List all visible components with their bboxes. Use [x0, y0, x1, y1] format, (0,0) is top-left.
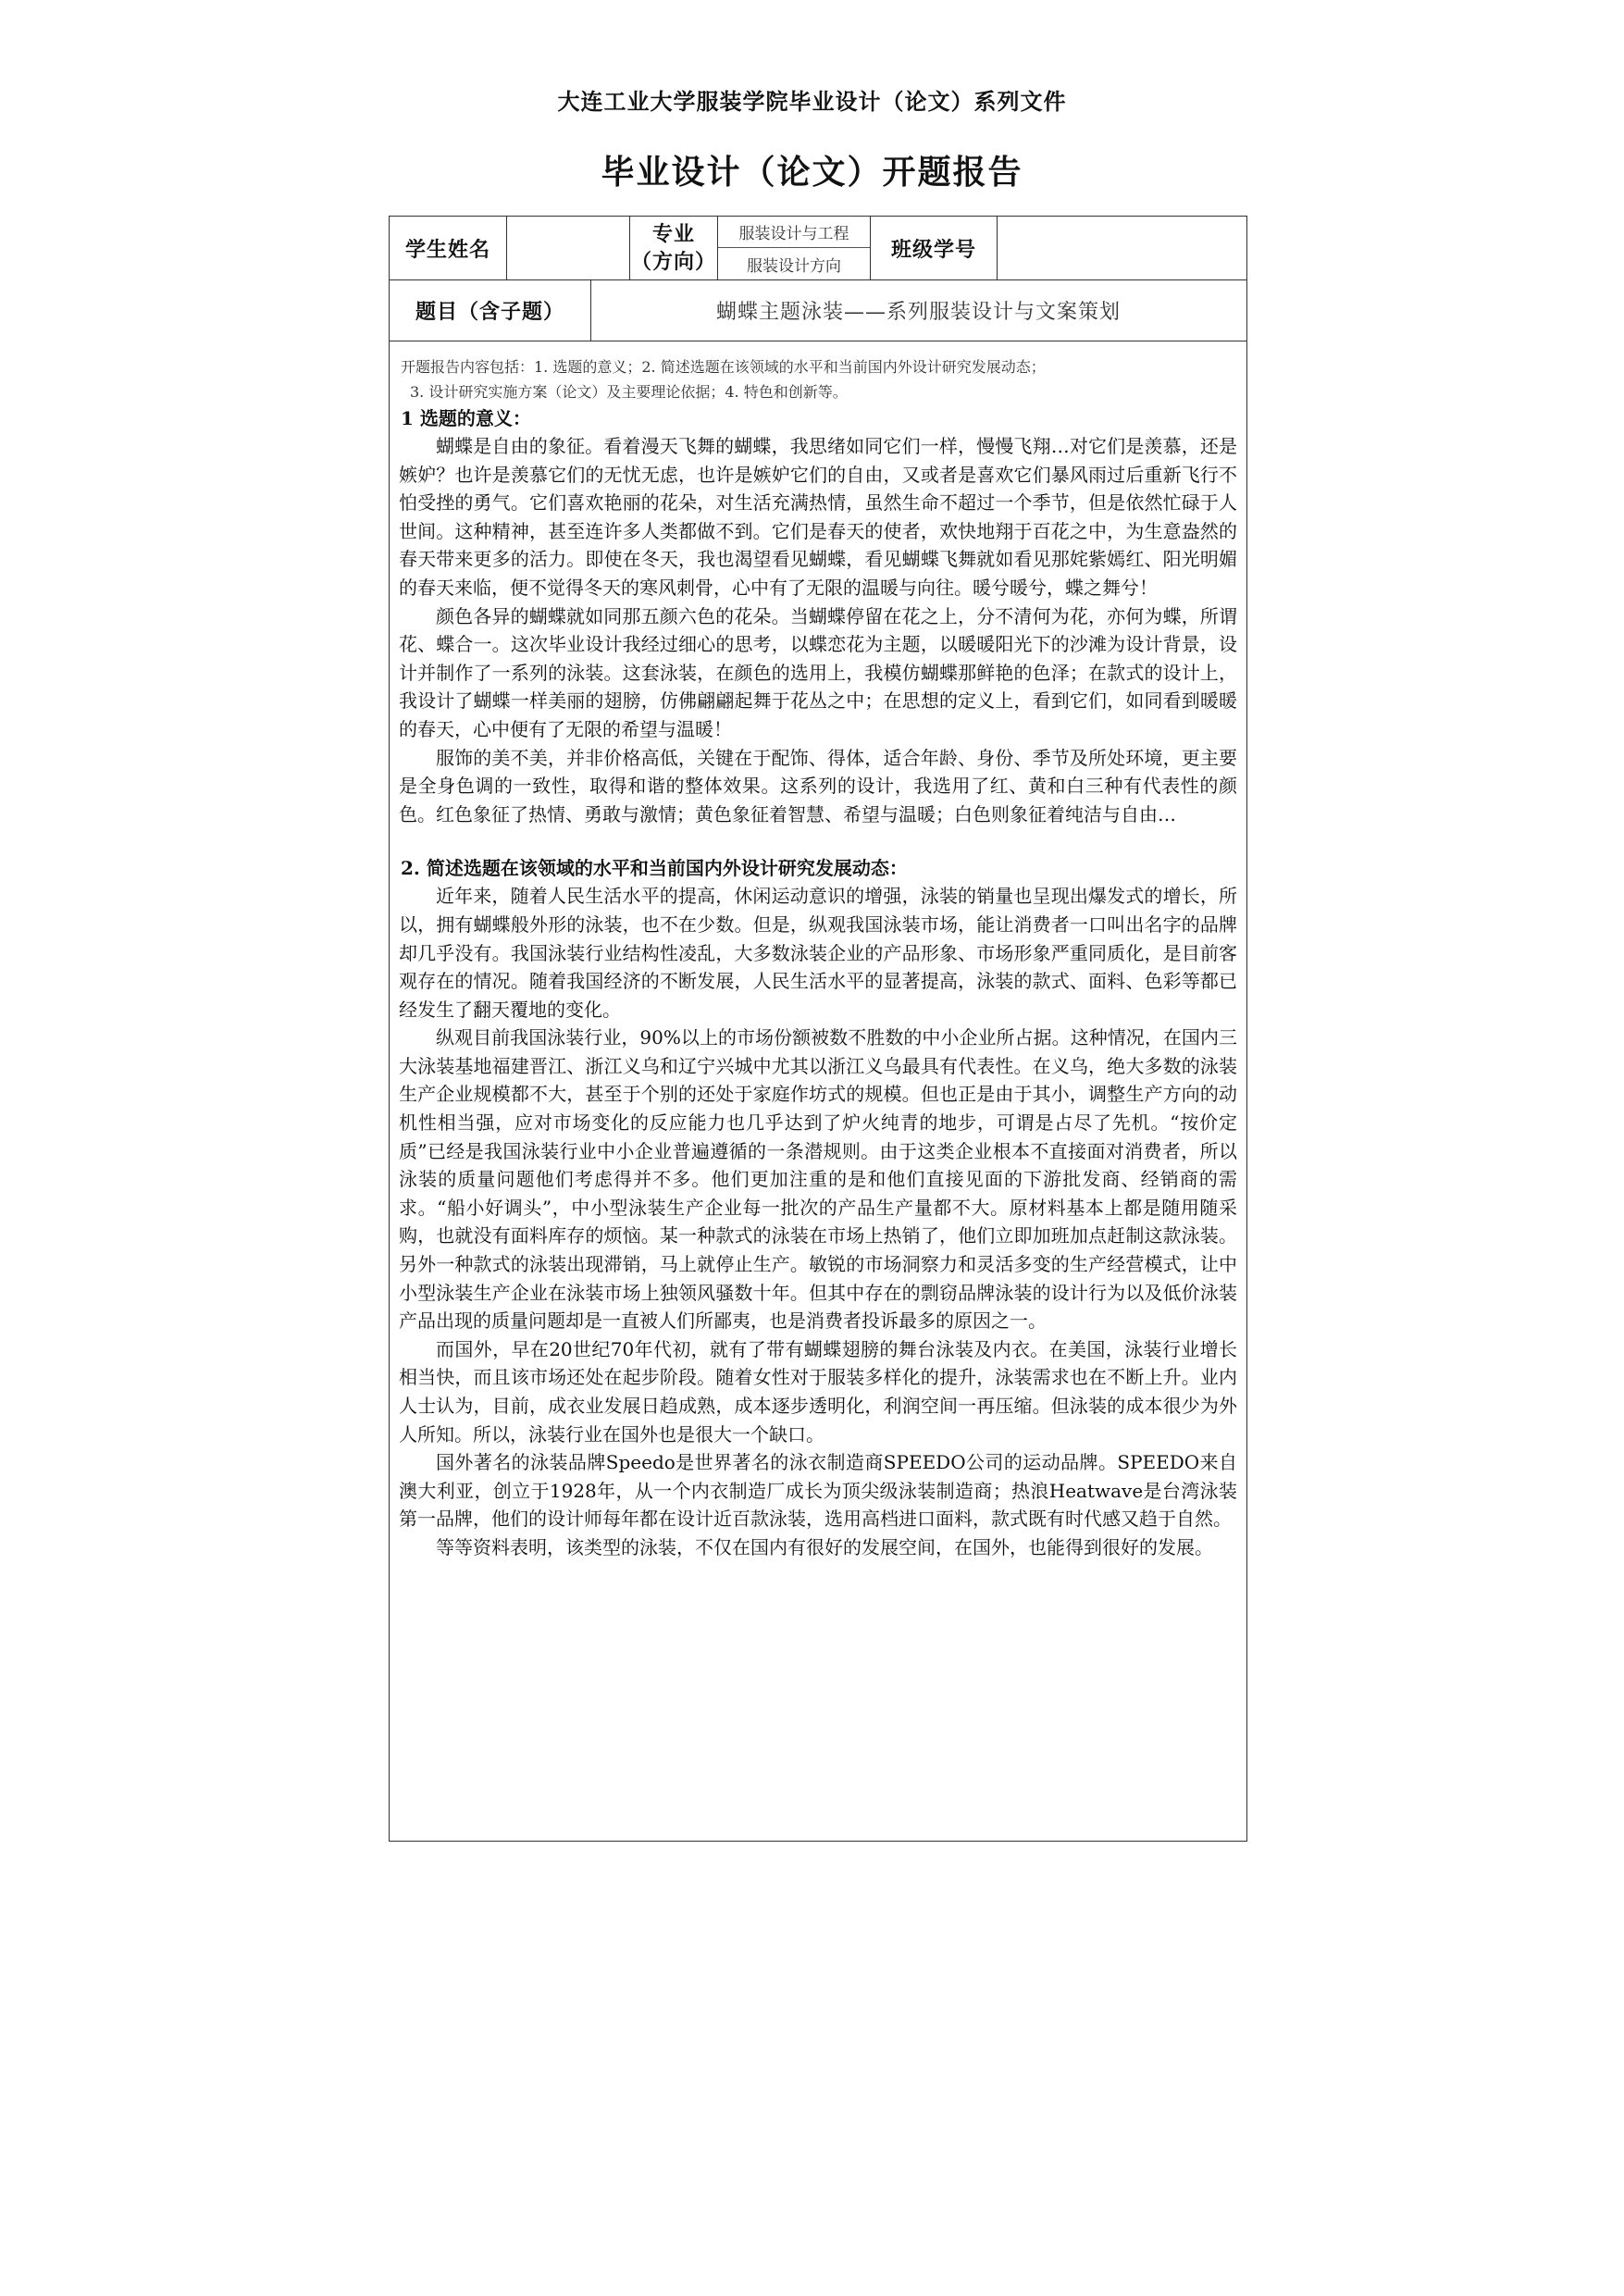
section-2-paragraph: 近年来，随着人民生活水平的提高，休闲运动意识的增强，泳装的销量也呈现出爆发式的增长，所以，拥有蝴蝶般外形的泳装，也不在少数。但是，纵观我国泳装市场，能让消费者一口叫出名字的品牌却几乎没有。我国泳装行业结构性凌乱，大多数泳装企业的产品形象、市场形象严重同质化，是目前客观存在的情况。随着我国经济的不断发展，人民生活水平的显著提高，泳装的款式、面料、色彩等都已经发生了翻天覆地的变化。	[399, 885, 1237, 1021]
topic-row	[390, 280, 1246, 341]
major-label-line1: 专业	[651, 222, 695, 246]
topic-value: 蝴蝶主题泳装——系列服装设计与文案策划	[715, 301, 1121, 324]
section-1-title: 1 选题的意义：	[401, 407, 531, 429]
major-values	[718, 217, 871, 279]
report-form	[389, 216, 1247, 1842]
section-2-paragraph: 等等资料表明，该类型的泳装，不仅在国内有很好的发展空间，在国外，也能得到很好的发展。	[436, 1535, 1213, 1558]
section-1-paragraph: 蝴蝶是自由的象征。看着漫天飞舞的蝴蝶，我思绪如同它们一样，慢慢飞翔…对它们是羡慕，还是嫉妒？也许是羡慕它们的无忧无虑，也许是嫉妒它们的自由，又或者是喜欢它们暴风雨过后重新飞行不怕受挫的勇气。它们喜欢艳丽的花朵，对生活充满热情，虽然生命不超过一个季节，但是依然忙碌于人世间。这种精神，甚至连许多人类都做不到。它们是春天的使者，欢快地翔于百花之中，为生意盎然的春天带来更多的活力。即使在冬天，我也渴望看见蝴蝶，看见蝴蝶飞舞就如看见那姹紫嫣红、阳光明媚的春天来临，便不觉得冬天的寒风刺骨，心中有了无限的温暖与向往。暖兮暖兮，蝶之舞兮！	[399, 435, 1237, 599]
section-2-paragraph: 纵观目前我国泳装行业，90%以上的市场份额被数不胜数的中小企业所占据。这种情况，在国内三大泳装基地福建晋江、浙江义乌和辽宁兴城中尤其以浙江义乌最具有代表性。在义乌，绝大多数的泳装生产企业规模都不大，甚至于个别的还处于家庭作坊式的规模。但也正是由于其小，调整生产方向的动机性相当强，应对市场变化的反应能力也几乎达到了炉火纯青的地步，可谓是占尽了先机。“按价定质”已经是我国泳装行业中小企业普遍遵循的一条潜规则。由于这类企业根本不直接面对消费者，所以泳装的质量问题他们考虑得并不多。他们更加注重的是和他们直接见面的下游批发商、经销商的需求。“船小好调头”，中小型泳装生产企业每一批次的产品生产量都不大。原材料基本上都是随用随采购，也就没有面料库存的烦恼。某一种款式的泳装在市场上热销了，他们立即加班加点赶制这款泳装。另外一种款式的泳装出现滞销，马上就停止生产。敏锐的市场洞察力和灵活多变的生产经营模式，让中小型泳装生产企业在泳装市场上独领风骚数十年。但其中存在的剽窃品牌泳装的设计行为以及低价泳装产品出现的质量问题却是一直被人们所鄙夷，也是消费者投诉最多的原因之一。	[399, 1026, 1237, 1333]
direction-value: 服装设计方向	[747, 256, 841, 276]
document-series-header: 大连工业大学服装学院毕业设计（论文）系列文件	[557, 88, 1067, 115]
report-scope-line2: 3. 设计研究实施方案（论文）及主要理论依据；4. 特色和创新等。	[410, 383, 848, 401]
class-id-label: 班级学号	[871, 217, 998, 279]
class-id-value	[998, 217, 1246, 279]
section-2-paragraph: 国外著名的泳装品牌Speedo是世界著名的泳衣制造商SPEEDO公司的运动品牌。SPEEDO来自澳大利亚，创立于1928年，从一个内衣制造厂成长为顶尖级泳装制造商；热浪Heatwave是台湾泳装第一品牌，他们的设计师每年都在设计近百款泳装，选用高档进口面料，款式既有时代感又趋于自然。	[399, 1451, 1237, 1531]
section-1-paragraph: 服饰的美不美，并非价格高低，关键在于配饰、得体，适合年龄、身份、季节及所处环境，更主要是全身色调的一致性，取得和谐的整体效果。这系列的设计，我选用了红、黄和白三种有代表性的颜色。红色象征了热情、勇敢与激情；黄色象征着智慧、希望与温暖；白色则象征着纯洁与自由…	[399, 746, 1237, 825]
document-title: 毕业设计（论文）开题报告	[601, 153, 1023, 192]
topic-label: 题目（含子题）	[390, 280, 591, 341]
major-label	[630, 217, 718, 279]
student-info-row	[390, 217, 1246, 280]
student-name-label: 学生姓名	[390, 217, 507, 279]
section-2-title: 2. 简述选题在该领域的水平和当前国内外设计研究发展动态：	[401, 857, 908, 880]
student-name-value	[507, 217, 630, 279]
section-1-paragraph: 颜色各异的蝴蝶就如同那五颜六色的花朵。当蝴蝶停留在花之上，分不清何为花，亦何为蝶，所谓花、蝶合一。这次毕业设计我经过细心的思考，以蝶恋花为主题，以暖暖阳光下的沙滩为设计背景，设计并制作了一系列的泳装。这套泳装，在颜色的选用上，我模仿蝴蝶那鲜艳的色泽；在款式的设计上，我设计了蝴蝶一样美丽的翅膀，仿佛翩翩起舞于花丛之中；在思想的定义上，看到它们，如同看到暖暖的春天，心中便有了无限的希望与温暖！	[399, 604, 1237, 740]
report-content	[390, 341, 1246, 1562]
report-scope-line1: 开题报告内容包括：1. 选题的意义；2. 简述选题在该领域的水平和当前国内外设计研究发展动态；	[401, 358, 1046, 376]
major-value: 服装设计与工程	[718, 217, 870, 248]
section-2-paragraph: 而国外，早在20世纪70年代初，就有了带有蝴蝶翅膀的舞台泳装及内衣。在美国，泳装行业增长相当快，而且该市场还处在起步阶段。随着女性对于服装多样化的提升，泳装需求也在不断上升。业内人士认为，目前，成衣业发展日趋成熟，成本逐步透明化，利润空间一再压缩。但泳装的成本很少为外人所知。所以，泳装行业在国外也是很大一个缺口。	[399, 1337, 1237, 1446]
major-label-line2: （方向）	[630, 250, 716, 274]
section-spacer	[399, 828, 1237, 854]
